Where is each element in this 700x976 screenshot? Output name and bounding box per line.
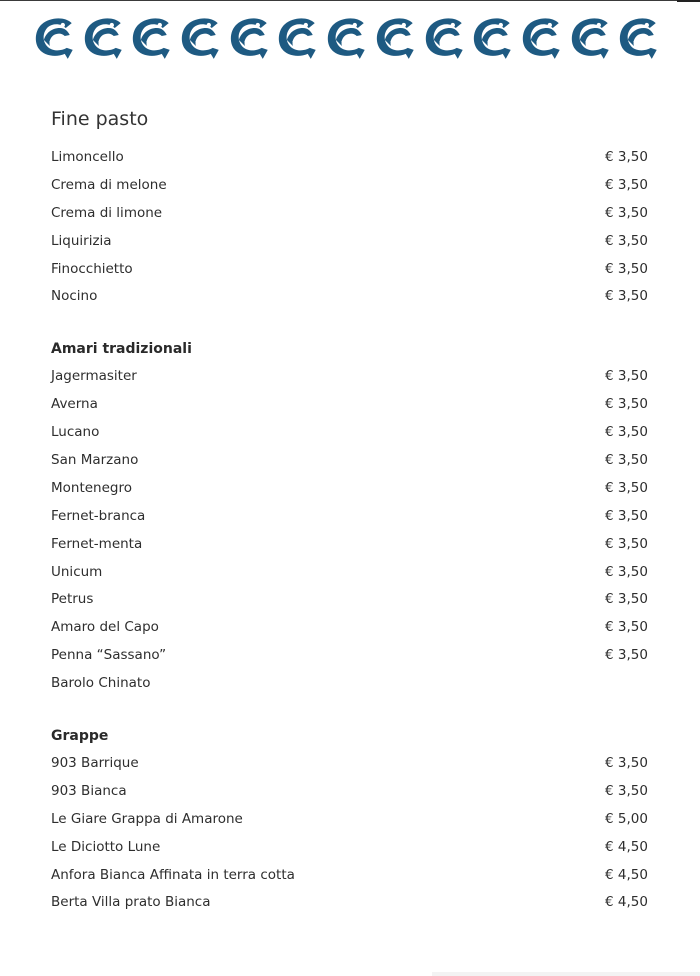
fish-icon <box>616 14 662 60</box>
menu-item-row <box>51 144 648 172</box>
menu-item-price: € 3,50 <box>605 563 648 580</box>
menu-item-name: Amaro del Capo <box>51 619 159 636</box>
menu-item-row <box>51 172 648 200</box>
menu-item-row <box>51 834 648 862</box>
section-title-amari: Amari tradizionali <box>51 341 192 358</box>
menu-item-name: Petrus <box>51 591 94 608</box>
menu-item-row <box>51 750 648 778</box>
menu-item-price: € 3,50 <box>605 755 648 772</box>
menu-item-price: € 3,50 <box>605 507 648 524</box>
fish-icon <box>129 14 175 60</box>
menu-item-row <box>51 503 648 531</box>
menu-content <box>51 104 648 917</box>
menu-item-row <box>51 642 648 670</box>
menu-item-name: Finocchietto <box>51 260 133 277</box>
menu-item-name: Berta Villa prato Bianca <box>51 894 211 911</box>
menu-item-row <box>51 778 648 806</box>
menu-item-name: San Marzano <box>51 452 139 469</box>
fish-icon <box>324 14 370 60</box>
menu-item-price: € 3,50 <box>605 396 648 413</box>
menu-item-price: € 3,50 <box>605 149 648 165</box>
fish-icon <box>373 14 419 60</box>
menu-item-price: € 4,50 <box>605 866 648 883</box>
menu-item-name: Penna “Sassano” <box>51 647 167 664</box>
section-title-fine-pasto: Fine pasto <box>51 108 149 130</box>
top-border-line <box>0 0 700 1</box>
menu-item-row <box>51 559 648 587</box>
menu-item-name: Nocino <box>51 288 98 305</box>
menu-item-price: € 3,50 <box>605 479 648 496</box>
fish-icon <box>227 14 273 60</box>
fish-icon <box>568 14 614 60</box>
menu-item-row <box>51 531 648 559</box>
menu-item-name: Montenegro <box>51 479 133 496</box>
menu-item-row <box>51 391 648 419</box>
menu-item-row <box>51 447 648 475</box>
menu-item-row <box>51 862 648 890</box>
fish-decoration-band <box>32 14 662 62</box>
fish-icon <box>470 14 516 60</box>
menu-item-row <box>51 256 648 284</box>
menu-item-name: Lucano <box>51 424 100 441</box>
menu-item-price: € 3,50 <box>605 288 648 305</box>
menu-item-price: € 3,50 <box>605 647 648 664</box>
menu-item-price: € 5,00 <box>605 810 648 827</box>
menu-item-price: € 3,50 <box>605 232 648 249</box>
menu-item-price: € 3,50 <box>605 176 648 193</box>
grappe-list <box>51 750 648 917</box>
menu-item-name: Averna <box>51 396 98 413</box>
fish-icon <box>275 14 321 60</box>
menu-item-name: Crema di melone <box>51 176 167 193</box>
menu-item-row <box>51 889 648 917</box>
menu-item-price: € 3,50 <box>605 591 648 608</box>
menu-item-price: € 3,50 <box>605 260 648 277</box>
menu-item-price: € 3,50 <box>605 782 648 799</box>
menu-item-row <box>51 200 648 228</box>
menu-item-name: Le Diciotto Lune <box>51 838 161 855</box>
fish-icon <box>32 14 78 60</box>
fish-icon <box>519 14 565 60</box>
menu-item-name: Crema di limone <box>51 204 163 221</box>
menu-item-name: Jagermasiter <box>51 368 137 385</box>
menu-item-name: Fernet-menta <box>51 535 143 552</box>
menu-item-name: 903 Barrique <box>51 755 139 772</box>
menu-item-name: Limoncello <box>51 149 124 165</box>
menu-item-price: € 3,50 <box>605 204 648 221</box>
top-border-cap <box>677 0 700 2</box>
menu-item-name: Unicum <box>51 563 103 580</box>
fine-pasto-list <box>51 144 648 311</box>
menu-item-row <box>51 228 648 256</box>
menu-item-row <box>51 475 648 503</box>
menu-item-name: Barolo Chinato <box>51 675 151 692</box>
menu-item-row <box>51 363 648 391</box>
menu-item-price: € 3,50 <box>605 619 648 636</box>
section-title-grappe: Grappe <box>51 728 109 745</box>
menu-item-name: Fernet-branca <box>51 507 146 524</box>
menu-item-name: 903 Bianca <box>51 782 127 799</box>
menu-item-price: € 3,50 <box>605 368 648 385</box>
menu-item-price: € 3,50 <box>605 452 648 469</box>
menu-item-name: Le Giare Grappa di Amarone <box>51 810 243 827</box>
fish-icon <box>81 14 127 60</box>
fish-icon <box>422 14 468 60</box>
fish-icon <box>178 14 224 60</box>
menu-item-name: Liquirizia <box>51 232 112 249</box>
menu-item-price: € 3,50 <box>605 424 648 441</box>
menu-item-name: Anfora Bianca Affinata in terra cotta <box>51 866 295 883</box>
bottom-edge-shadow <box>432 972 700 976</box>
menu-item-row <box>51 806 648 834</box>
menu-item-price: € 4,50 <box>605 894 648 911</box>
menu-item-row <box>51 670 648 698</box>
menu-item-price: € 3,50 <box>605 535 648 552</box>
amari-list <box>51 363 648 698</box>
menu-item-row <box>51 614 648 642</box>
menu-item-price: € 4,50 <box>605 838 648 855</box>
menu-item-row <box>51 586 648 614</box>
menu-item-row <box>51 283 648 311</box>
menu-item-row <box>51 419 648 447</box>
